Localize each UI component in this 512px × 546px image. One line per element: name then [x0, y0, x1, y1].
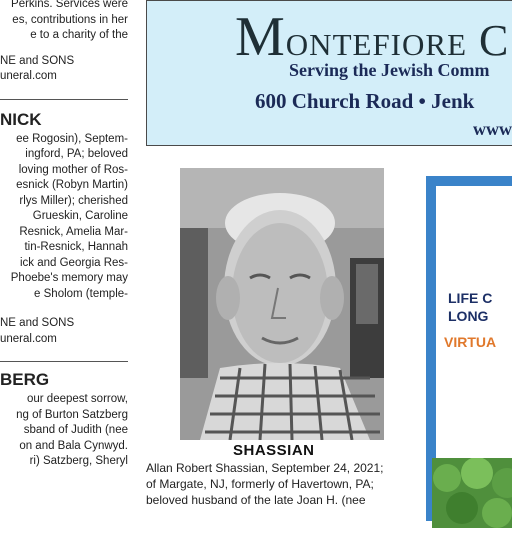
divider	[0, 361, 128, 362]
obituary-text	[146, 460, 411, 508]
text-line: Allan Robert Shassian, September 24, 2021;	[146, 461, 384, 475]
montefiore-advertisement	[146, 0, 512, 146]
text-line: Perkins. Services were	[11, 0, 128, 10]
text-line: ingford, PA; beloved	[25, 148, 128, 160]
text-line: ng of Burton Satzberg	[16, 408, 128, 421]
text-line: Resnick, Amelia Mar-	[19, 225, 128, 238]
ad-website: www	[473, 119, 512, 139]
text-line: on and Bala Cynwyd.	[19, 439, 128, 452]
left-obituary-column	[0, 0, 128, 512]
obituary-heading: BERG	[0, 370, 50, 389]
foliage-illustration	[432, 458, 512, 528]
text-line: es, contributions in her	[12, 13, 128, 26]
text-line: ri) Satzberg, Sheryl	[29, 455, 128, 467]
text-line: e to a charity of the	[30, 29, 128, 41]
ad-tagline: Serving the Jewish Comm	[289, 60, 490, 80]
funeral-home-website: uneral.com	[0, 70, 57, 82]
funeral-home-name: NE and SONS	[0, 317, 75, 329]
text-line: Phoebe's memory may	[10, 272, 128, 284]
text-line: sband of Judith (nee	[23, 424, 128, 436]
divider	[0, 99, 128, 100]
text-line: of Margate, NJ, formerly of Havertown, PA;	[146, 477, 374, 491]
funeral-home-name: NE and SONS	[0, 54, 75, 67]
text-line: esnick (Robyn Martin)	[16, 179, 128, 191]
portrait-illustration	[180, 168, 384, 440]
obituary-name: SHASSIAN	[233, 442, 315, 459]
ad-title-rest: ontefiore C	[285, 16, 510, 65]
ad-address: 600 Church Road • Jenk	[255, 89, 475, 113]
text-line: e Sholom (temple-	[34, 287, 128, 300]
text-line: Grueskin, Caroline	[32, 210, 128, 222]
ad-line: LONG	[448, 308, 489, 324]
foliage-photo	[432, 458, 512, 528]
portrait-photo	[180, 168, 384, 440]
obituary-heading: NICK	[0, 109, 42, 129]
text-line: tin-Resnick, Hannah	[24, 241, 128, 253]
right-advertisement	[426, 176, 512, 521]
text-line: beloved husband of the late Joan H. (nee	[146, 493, 366, 507]
funeral-home-website: uneral.com	[0, 332, 57, 345]
text-line: ick and Georgia Res-	[19, 256, 128, 269]
ad-title-initial: M	[235, 6, 286, 68]
ad-line-accent: VIRTUA	[444, 334, 497, 350]
text-line: rlys Miller); cherished	[19, 194, 128, 207]
ad-line: LIFE C	[448, 290, 493, 306]
text-line: our deepest sorrow,	[26, 393, 128, 405]
text-line: ee Rogosin), Septem-	[16, 132, 128, 145]
text-line: loving mother of Ros-	[18, 163, 128, 176]
